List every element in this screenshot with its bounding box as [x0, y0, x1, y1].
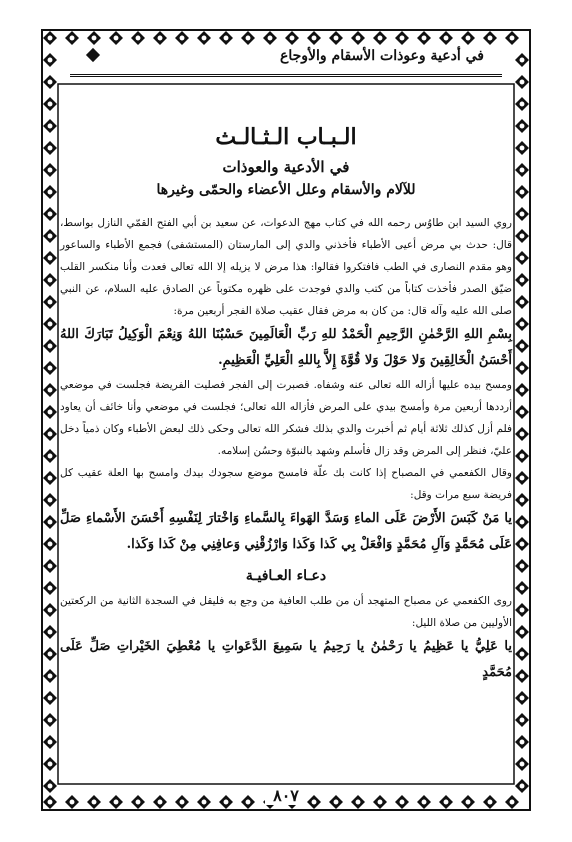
paragraph-kafami: وقال الكفعمي في المصباح إذا كانت بك علّة فامسح موضع سجودك بيدك وامسح بها العلة عقيب كل فريضة سبع مرات وقل:	[60, 467, 512, 501]
border-ornament-dot-icon	[520, 124, 525, 129]
border-ornament-dot-icon	[520, 740, 525, 745]
border-ornament-dot-icon	[48, 454, 53, 459]
border-ornament-dot-icon	[520, 366, 525, 371]
chapter-subtitle: في الأدعية والعوذات	[222, 158, 350, 176]
border-ornament-dot-icon	[48, 586, 53, 591]
border-ornament-dot-icon	[48, 36, 53, 41]
border-ornament-dot-icon	[48, 718, 53, 723]
border-ornament-dot-icon	[520, 278, 525, 283]
border-ornament-dot-icon	[520, 410, 525, 415]
border-ornament-dot-icon	[48, 168, 53, 173]
border-ornament-dot-icon	[48, 366, 53, 371]
header-diamond-icon	[86, 48, 100, 62]
border-ornament-dot-icon	[48, 564, 53, 569]
border-ornament-dot-icon	[520, 476, 525, 481]
border-ornament-dot-icon	[520, 300, 525, 305]
border-ornament-dot-icon	[520, 212, 525, 217]
border-ornament-dot-icon	[520, 498, 525, 503]
border-ornament-dot-icon	[48, 124, 53, 129]
border-ornament-dot-icon	[48, 476, 53, 481]
border-ornament-dot-icon	[48, 234, 53, 239]
border-ornament-dot-icon	[520, 344, 525, 349]
border-ornament-dot-icon	[48, 212, 53, 217]
border-ornament-dot-icon	[510, 36, 515, 41]
border-ornament-dot-icon	[48, 388, 53, 393]
border-ornament-dot-icon	[48, 696, 53, 701]
border-ornament-dot-icon	[520, 564, 525, 569]
page-number-text: ٨٠٧	[265, 786, 307, 805]
border-ornament-dot-icon	[48, 652, 53, 657]
border-ornament-dot-icon	[520, 388, 525, 393]
border-ornament-dot-icon	[520, 520, 525, 525]
dua-text-3: يا عَلِيُّ يا عَظِيمُ يا رَحْمٰنُ يا رَحِيمُ يا سَمِيعَ الدَّعَواتِ يا مُعْطِيَ الخَيْراتِ صَلِّ عَلَى مُحَمَّدٍ	[60, 639, 512, 680]
border-ornament-dot-icon	[520, 190, 525, 195]
border-ornament-dot-icon	[48, 80, 53, 85]
border-ornament-dot-icon	[48, 432, 53, 437]
border-ornament-dot-icon	[520, 234, 525, 239]
border-ornament-dot-icon	[520, 146, 525, 151]
border-ornament-dot-icon	[48, 762, 53, 767]
border-ornament-dot-icon	[520, 608, 525, 613]
border-ornament-dot-icon	[48, 102, 53, 107]
border-ornament-dot-icon	[48, 300, 53, 305]
border-ornament-dot-icon	[48, 674, 53, 679]
border-ornament-dot-icon	[520, 432, 525, 437]
border-ornament-dot-icon	[48, 322, 53, 327]
border-ornament-dot-icon	[48, 608, 53, 613]
border-ornament-dot-icon	[48, 256, 53, 261]
dua-text-2: يا مَنْ كَبَسَ الأَرْضَ عَلَى الماءِ وَسَدَّ الهَواءَ بِالسَّماءِ وَاخْتارَ لِنَفْسِهِ أَحْسَنَ الأَسْماءِ صَلِّ عَلَى مُحَمَّدٍ وَآلِ مُحَمَّدٍ وَافْعَلْ بِي كَذا وَكَذا وَارْزُقْنِي وَعافِنِي مِنْ كَذا وَكَذا.	[60, 511, 512, 552]
border-ornament-dot-icon	[520, 762, 525, 767]
border-ornament-dot-icon	[48, 146, 53, 151]
border-ornament-dot-icon	[520, 256, 525, 261]
border-ornament-dot-icon	[520, 630, 525, 635]
border-ornament-dot-icon	[520, 322, 525, 327]
border-ornament-dot-icon	[48, 498, 53, 503]
border-ornament-dot-icon	[48, 630, 53, 635]
border-ornament-dot-icon	[520, 454, 525, 459]
border-ornament-dot-icon	[520, 168, 525, 173]
border-ornament-dot-icon	[520, 102, 525, 107]
paragraph-story: ومسح بيده عليها أزاله الله تعالى عنه وشفاه. فصبرت إلى الفجر فصليت الفريضة فجلست في موضعي أرددها أربعين مرة وأمسح بيدي على المرض فأزاله الله تعالى؛ فجلست في موضعي وأنا خائف أن يعاود فلم أزل كذلك ثلاثة أيام ثم أخبرت والدي بذلك فشكر الله تعالى وحكى ذلك لبعض الأطباء وكان ذمياً دخل عليّ، فنظر إلى المرض وقد زال فأسلم وشهد بالنبوّة وحسُن إسلامه.	[60, 379, 512, 457]
border-ornament-dot-icon	[48, 542, 53, 547]
border-ornament-dot-icon	[520, 674, 525, 679]
border-ornament-dot-icon	[520, 58, 525, 63]
running-title: في أدعية وعوذات الأسقام والأوجاع	[279, 48, 484, 64]
border-ornament-dot-icon	[48, 740, 53, 745]
border-ornament-dot-icon	[48, 58, 53, 63]
border-ornament-dot-icon	[520, 718, 525, 723]
border-ornament-dot-icon	[520, 80, 525, 85]
dua-text: بِسْمِ اللهِ الرَّحْمٰنِ الرَّحِيمِ الْحَمْدُ للهِ رَبِّ الْعَالَمِينَ حَسْبُنَا اللهُ وَنِعْمَ الْوَكِيلُ تَبَارَكَ اللهُ أَحْسَنُ الْخَالِقِينَ وَلا حَوْلَ وَلا قُوَّةَ إِلاَّ بِاللهِ الْعَلِيِّ الْعَظِيمِ.	[60, 327, 512, 368]
running-header	[70, 40, 502, 77]
border-ornament-dot-icon	[48, 190, 53, 195]
border-ornament-dot-icon	[520, 696, 525, 701]
border-ornament-dot-icon	[520, 652, 525, 657]
border-ornament-dot-icon	[520, 542, 525, 547]
chapter-subtitle-2: للآلام والأسقام وعلل الأعضاء والحمّى وغيرها	[156, 182, 416, 198]
page-number	[0, 786, 572, 805]
paragraph-intro: روى الكفعمي عن مصباح المتهجد أن من طلب العافية من وجع به فليقل في السجدة الثانية من الركعتين الأوليين من صلاة الليل:	[60, 595, 512, 629]
border-ornament-dot-icon	[520, 586, 525, 591]
page-content	[60, 120, 512, 782]
border-ornament-dot-icon	[48, 410, 53, 415]
paragraph-narration: روي السيد ابن طاوُس رحمه الله في كتاب مهج الدعوات، عن سعيد بن أبي الفتح القمّي النازل بواسط، قال: حدث بي مرض أعيى الأطباء فأخذني والدي إلى المارستان (المستشفى) فجمع الأطباء والساعور وهو مقدم النصارى في الطب فافتكروا فقالوا: هذا مرض لا يزيله إلا الله تعالى فعدت وأنا منكسر القلب ضيّق الصدر فأخذت كتاباً من كتب والدي فوجدت على ظهره مكتوباً عن الصادق عليه السلام، عن النبي صلى الله عليه وآله قال: من كان به مرض فقال عقيب صلاة الفجر أربعين مرة:	[60, 217, 512, 317]
section-title: دعـاء العـافيـة	[245, 568, 327, 584]
border-ornament-dot-icon	[48, 520, 53, 525]
border-ornament-dot-icon	[48, 278, 53, 283]
chapter-title: الـبـاب الـثـالـث	[215, 124, 357, 150]
border-ornament-dot-icon	[48, 344, 53, 349]
